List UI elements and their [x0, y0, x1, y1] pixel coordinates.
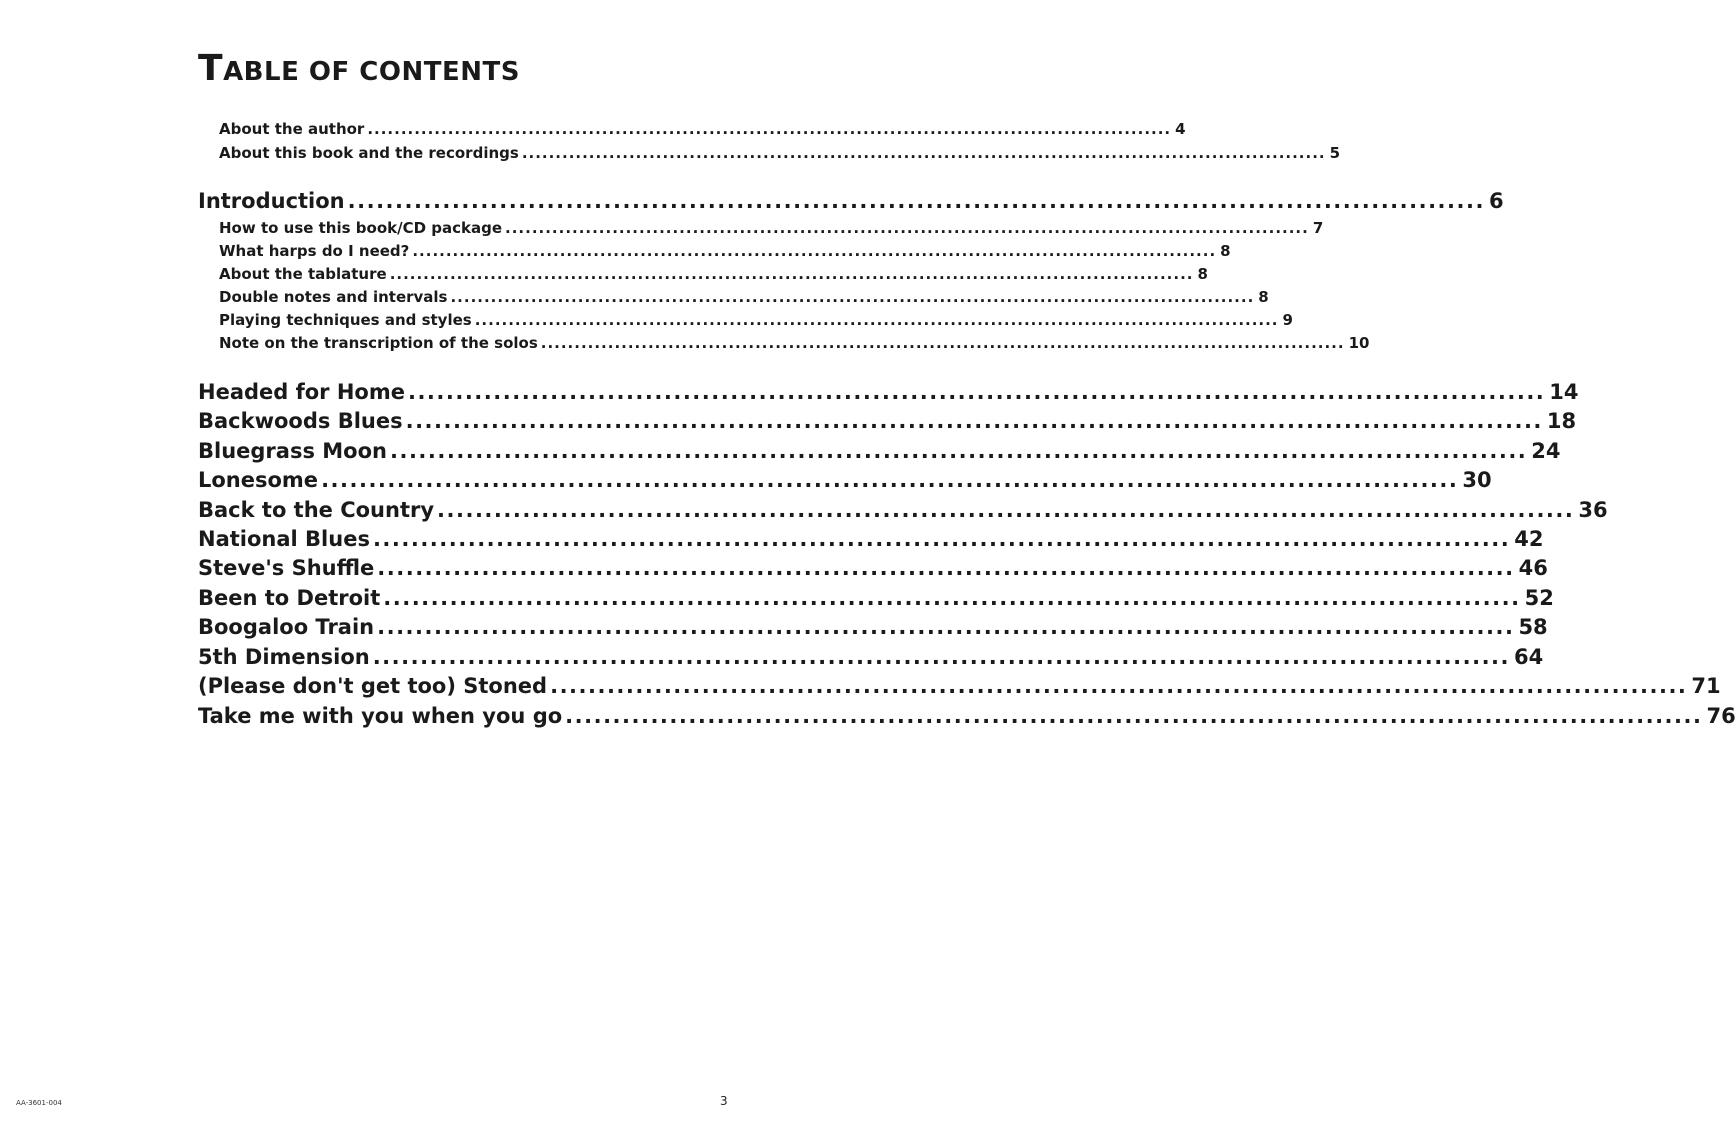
- dot-leader: ........................................................................................................................: [437, 498, 1575, 522]
- toc-subentry[interactable]: [219, 240, 1231, 262]
- footer-page-number: 3: [720, 1094, 728, 1108]
- toc-song-entry[interactable]: [198, 642, 1544, 672]
- toc-entry-label: How to use this book/CD package: [219, 219, 503, 237]
- dot-leader: ........................................................................................................................: [367, 120, 1172, 138]
- toc-song-entry[interactable]: [198, 524, 1544, 554]
- dot-leader: ........................................................................................................................: [372, 645, 1511, 669]
- toc-entry-label: About the tablature: [219, 265, 387, 283]
- toc-song-entry[interactable]: [198, 671, 1721, 701]
- toc-entry-page: 8: [1220, 242, 1231, 260]
- toc-entry-label: 5th Dimension: [198, 645, 370, 669]
- dot-leader: ........................................................................................................................: [540, 334, 1345, 352]
- dot-leader: ........................................................................................................................: [505, 219, 1309, 237]
- toc-subentry[interactable]: [219, 332, 1370, 354]
- toc-entry-label: Boogaloo Train: [198, 615, 375, 639]
- title-initial: T: [198, 48, 224, 89]
- dot-leader: ........................................................................................................................: [521, 144, 1326, 162]
- toc-entry-about-author[interactable]: [219, 118, 1186, 140]
- toc-entry-page: 76: [1706, 704, 1736, 728]
- toc-entry-label: Been to Detroit: [198, 586, 381, 610]
- toc-entry-label: Introduction: [198, 189, 345, 213]
- toc-entry-page: 71: [1691, 674, 1721, 698]
- toc-subentry[interactable]: [219, 286, 1269, 308]
- page-title: [198, 48, 520, 89]
- dot-leader: ........................................................................................................................: [450, 288, 1255, 306]
- dot-leader: ........................................................................................................................: [389, 439, 1528, 463]
- toc-song-entry[interactable]: [198, 377, 1579, 407]
- toc-entry-label: About the author: [219, 120, 365, 138]
- dot-leader: ........................................................................................................................: [389, 265, 1194, 283]
- toc-entry-label: About this book and the recordings: [219, 144, 519, 162]
- toc-entry-label: Headed for Home: [198, 380, 405, 404]
- toc-entry-page: 30: [1462, 468, 1492, 492]
- toc-entry-page: 8: [1197, 265, 1208, 283]
- dot-leader: ........................................................................................................................: [377, 556, 1515, 580]
- toc-entry-about-book[interactable]: [219, 142, 1341, 164]
- title-rest: ABLE OF CONTENTS: [223, 57, 520, 87]
- dot-leader: ........................................................................................................................: [412, 242, 1217, 260]
- toc-entry-page: 7: [1312, 219, 1324, 237]
- toc-subentry[interactable]: [219, 217, 1324, 239]
- toc-entry-label: Playing techniques and styles: [219, 311, 472, 329]
- toc-entry-page: 14: [1549, 380, 1579, 404]
- toc-entry-label: Lonesome: [198, 468, 319, 492]
- toc-subentry[interactable]: [219, 263, 1208, 285]
- toc-entry-label: Bluegrass Moon: [198, 439, 387, 463]
- toc-song-entry[interactable]: [198, 465, 1492, 495]
- dot-leader: ........................................................................................................................: [550, 674, 1688, 698]
- toc-entry-page: 4: [1175, 120, 1186, 138]
- toc-entry-page: 36: [1578, 498, 1608, 522]
- toc-entry-page: 9: [1282, 311, 1293, 329]
- toc-song-entry[interactable]: [198, 436, 1561, 466]
- toc-subentry[interactable]: [219, 309, 1293, 331]
- toc-entry-label: Note on the transcription of the solos: [219, 334, 538, 352]
- toc-entry-introduction[interactable]: [198, 186, 1504, 216]
- toc-entry-page: 52: [1524, 586, 1554, 610]
- dot-leader: ........................................................................................................................: [377, 615, 1515, 639]
- toc-entry-label: Backwoods Blues: [198, 409, 403, 433]
- toc-entry-page: 58: [1518, 615, 1548, 639]
- toc-entry-page: 8: [1258, 288, 1269, 306]
- dot-leader: ........................................................................................................................: [405, 409, 1543, 433]
- toc-entry-page: 64: [1514, 645, 1544, 669]
- toc-entry-page: 18: [1546, 409, 1577, 433]
- toc-entry-page: 24: [1531, 439, 1561, 463]
- toc-entry-label: National Blues: [198, 527, 370, 551]
- toc-entry-label: Double notes and intervals: [219, 288, 448, 306]
- toc-entry-label: What harps do I need?: [219, 242, 410, 260]
- dot-leader: ........................................................................................................................: [372, 527, 1511, 551]
- dot-leader: ........................................................................................................................: [407, 380, 1546, 404]
- toc-entry-page: 6: [1488, 189, 1504, 213]
- toc-entry-label: (Please don't get too) Stoned: [198, 674, 548, 698]
- toc-song-entry[interactable]: [198, 701, 1736, 731]
- toc-entry-page: 10: [1348, 334, 1370, 352]
- toc-entry-label: Back to the Country: [198, 498, 435, 522]
- toc-song-entry[interactable]: [198, 583, 1554, 613]
- dot-leader: ........................................................................................................................: [565, 704, 1703, 728]
- toc-entry-page: 5: [1329, 144, 1341, 162]
- toc-entry-page: 42: [1514, 527, 1544, 551]
- dot-leader: ........................................................................................................................: [347, 189, 1485, 213]
- toc-entry-page: 46: [1518, 556, 1548, 580]
- toc-entry-label: Take me with you when you go: [198, 704, 563, 728]
- toc-song-entry[interactable]: [198, 553, 1548, 583]
- toc-song-entry[interactable]: [198, 406, 1577, 436]
- dot-leader: ........................................................................................................................: [321, 468, 1459, 492]
- toc-entry-label: Steve's Shuffle: [198, 556, 375, 580]
- dot-leader: ........................................................................................................................: [474, 311, 1279, 329]
- toc-song-entry[interactable]: [198, 495, 1608, 525]
- footer-catalog-code: AA-3601-004: [16, 1099, 62, 1107]
- toc-song-entry[interactable]: [198, 612, 1548, 642]
- dot-leader: ........................................................................................................................: [383, 586, 1521, 610]
